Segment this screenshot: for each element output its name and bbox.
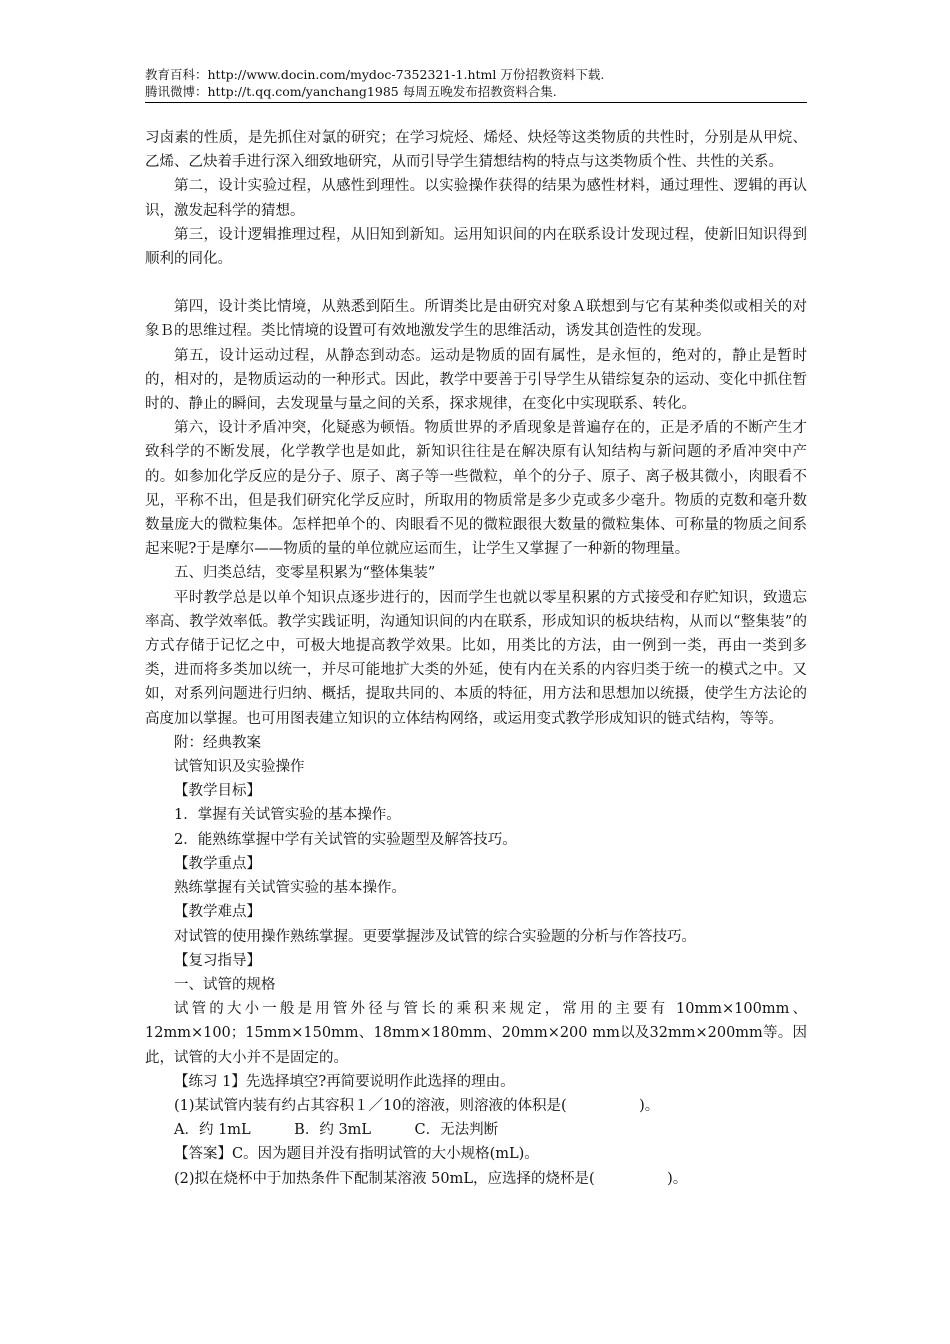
exercise-1-prompt: 【练习 1】先选择填空?再简要说明作此选择的理由。 — [174, 1073, 515, 1090]
page-header — [145, 66, 807, 103]
teaching-focus-text: 熟练掌握有关试管实验的基本操作。 — [174, 880, 406, 897]
section-heading-five: 五、归类总结，变零星积累为“整体集装” — [174, 565, 436, 582]
exercise-1-question-1: (1)某试管内装有约占其容积１／10的溶液，则溶液的体积是( )。 — [174, 1097, 660, 1114]
paragraph-second-experiment: 第二，设计实验过程，从感性到理性。以实验操作获得的结果为感性材料，通过理性、逻辑的再认识，激发起科学的猜想。 — [145, 178, 807, 219]
exercise-1-question-2: (2)拟在烧杯中于加热条件下配制某溶液 50mL，应选择的烧杯是( )。 — [174, 1170, 688, 1187]
paragraph-sixth-contradiction: 第六，设计矛盾冲突，化疑惑为顿悟。物质世界的矛盾现象是普遍存在的，正是矛盾的不断产生才致科学的不断发展，化学教学也是如此，新知识往往是在解决原有认知结构与新问题的矛盾冲突中产的。如参加化学反应的是分子、原子、离子等一些微粒，单个的分子、原子、离子极其微小，肉眼看不见，平称不出，但是我们研究化学反应时，所取用的物质常是多少克或多少毫升。物质的克数和毫升数数量庞大的微粒集体。怎样把单个的、肉眼看不见的微粒跟很大数量的微粒集体、可称量的物质之间系起来呢?于是摩尔——物质的量的单位就应运而生，让学生又掌握了一种新的物理量。 — [145, 420, 807, 558]
paragraph-fourth-analogy: 第四，设计类比情境，从熟悉到陌生。所谓类比是由研究对象Ａ联想到与它有某种类似或相关的对象Ｂ的思维过程。类比情境的设置可有效地激发学生的思维活动，诱发其创造性的发现。 — [145, 299, 807, 340]
paragraph-halogen-continuation: 习卤素的性质，是先抓住对氯的研究；在学习烷烃、烯烃、炔烃等这类物质的共性时，分别是从甲烷、乙烯、乙炔着手进行深入细致地研究，从而引导学生猜想结构的特点与这类物质个性、共性的关系。 — [145, 130, 807, 171]
paragraph-third-logic: 第三，设计逻辑推理过程，从旧知到新知。运用知识间的内在联系设计发现过程，使新旧知识得到顺利的同化。 — [145, 226, 807, 268]
header-line-docin: 教育百科：http://www.docin.com/mydoc-7352321-1.html 万份招教资料下载. — [145, 67, 605, 82]
paragraph-fifth-motion: 第五，设计运动过程，从静态到动态。运动是物质的固有属性，是永恒的，绝对的，静止是暂时的，相对的，是物质运动的一种形式。因此，教学中要善于引导学生从错综复杂的运动、变化中抓住暂时的、静止的瞬间，去发现量与量之间的关系，探求规律，在变化中实现联系、转化。 — [145, 347, 807, 413]
teaching-difficulty-heading: 【教学难点】 — [174, 904, 261, 921]
review-guide-heading: 【复习指导】 — [174, 952, 261, 969]
exercise-1-answer: 【答案】C。因为题目并没有指明试管的大小规格(mL)。 — [174, 1146, 539, 1163]
goal-item-2: 2．能熟练掌握中学有关试管的实验题型及解答技巧。 — [174, 831, 517, 848]
blank-line — [145, 271, 807, 295]
teaching-difficulty-text: 对试管的使用操作熟练掌握。更要掌握涉及试管的综合实验题的分析与作答技巧。 — [174, 928, 696, 945]
header-line-weibo: 腾讯微博：http://t.qq.com/yanchang1985 每周五晚发布招教资料合集. — [145, 84, 557, 99]
paragraph-test-tube-sizes: 试管的大小一般是用管外径与管长的乘积来规定，常用的主要有 10mm×100mm、12mm×100；15mm×150mm、18mm×180mm、20mm×200 mm以及32mm×200mm等。因此，试管的大小并不是固定的。 — [145, 1001, 807, 1066]
section-test-tube-specs: 一、试管的规格 — [174, 976, 276, 993]
teaching-goals-heading: 【教学目标】 — [174, 783, 261, 800]
paragraph-classification: 平时教学总是以单个知识点逐步进行的，因而学生也就以零星积累的方式接受和存贮知识，致遗忘率高、教学效率低。教学实践证明，沟通知识间的内在联系，形成知识的板块结构，从而以“整集装”的方式存储于记忆之中，可极大地提高教学效果。比如，用类比的方法，由一例到一类，再由一类到多类，进而将多类加以统一，并尽可能地扩大类的外延，使有内在关系的内容归类于统一的模式之中。又如，对系列问题进行归纳、概括，提取共同的、本质的特征，用方法和思想加以统摄，使学生方法论的高度加以掌握。也可用图表建立知识的立体结构网络，或运用变式教学形成知识的链式结构，等等。 — [145, 589, 807, 727]
lesson-title: 试管知识及实验操作 — [174, 759, 305, 776]
exercise-1-options: A．约 1mL B．约 3mL C．无法判断 — [174, 1122, 499, 1139]
appendix-label: 附：经典教案 — [174, 734, 261, 751]
document-body — [145, 126, 807, 1191]
goal-item-1: 1．掌握有关试管实验的基本操作。 — [174, 807, 401, 824]
teaching-focus-heading: 【教学重点】 — [174, 855, 261, 872]
